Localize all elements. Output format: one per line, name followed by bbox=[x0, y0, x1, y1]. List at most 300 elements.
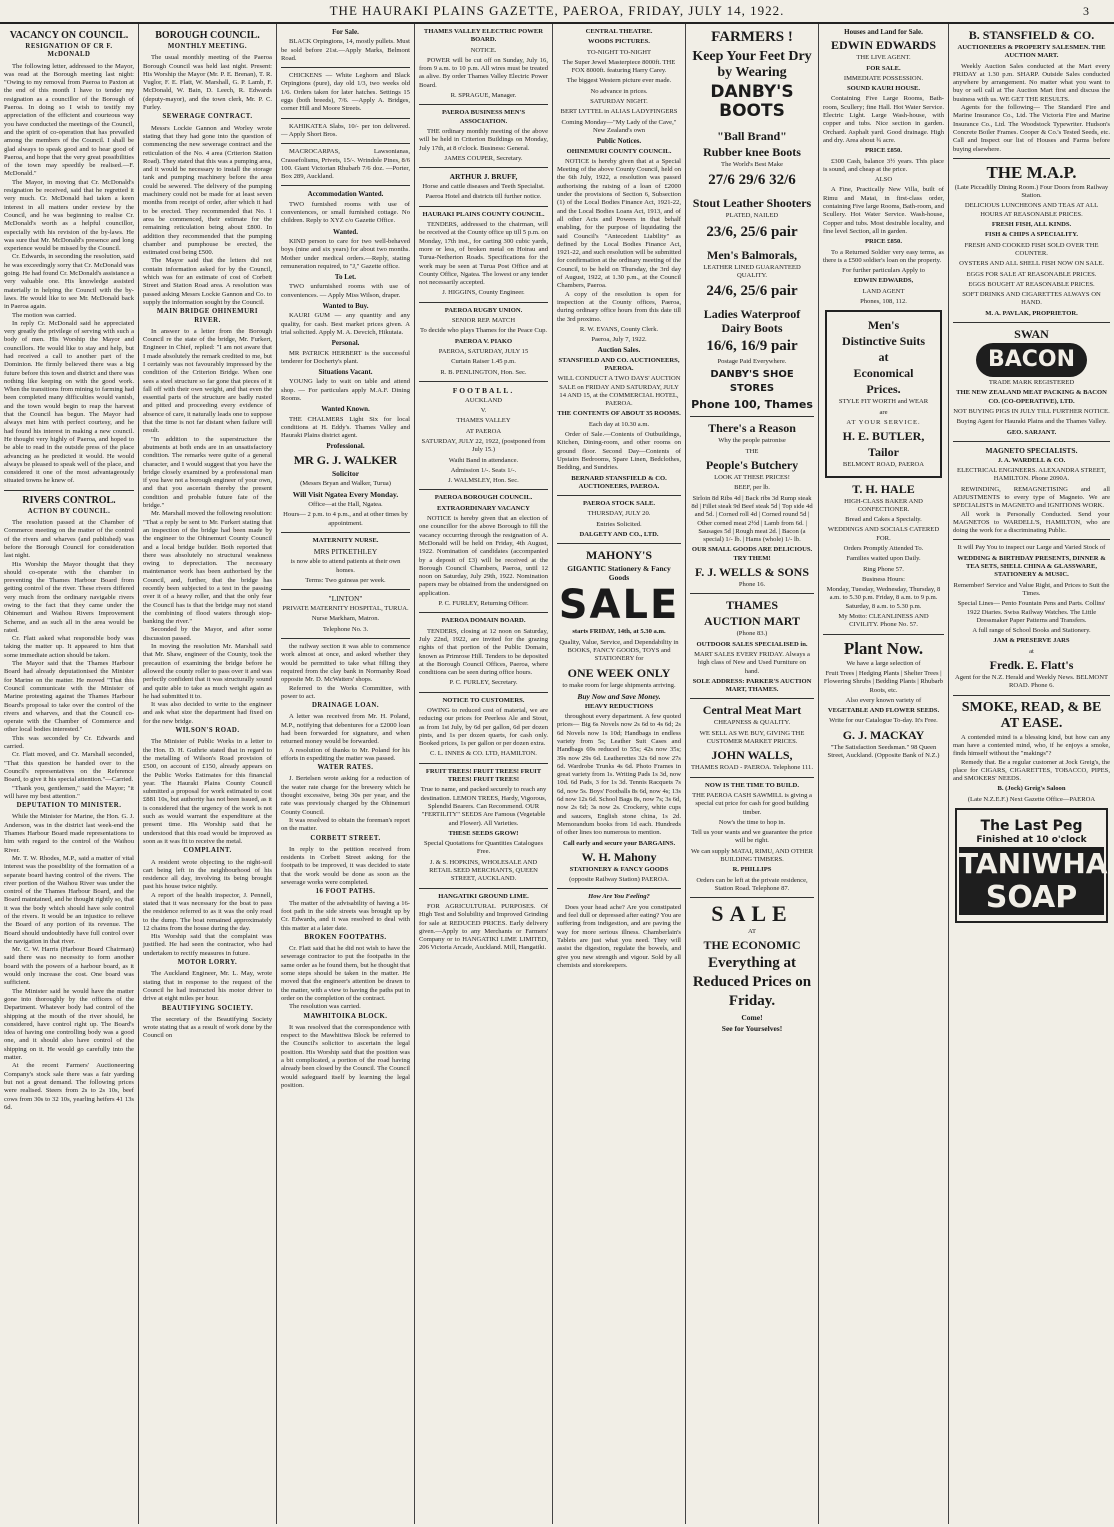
paragraph: Mr. Marshall moved the following resolution: "That a reply be sent to Mr. Furkert stating that an inspection of the bridge had been made by the engineer to the Ohinemuri County Council and a local bridge builder. Both reported that there was absolutely no structural weakness owing to depreciation. The necessary maintenance work has been authorised by the Council, and, further, that the bridge has recently been subjected to a test in the passing over it of a heavy roller, and that the only fear the Council has is that the bridge may not stand the combining of flood waters through stop-banking the river." bbox=[143, 510, 272, 626]
divider bbox=[953, 322, 1110, 323]
fruit-trees-heading: FRUIT TREES! FRUIT TREES! FRUIT TREES! FRUIT TREES! bbox=[425, 767, 542, 784]
paragraph: NOTICE is hereby given that at a Special Meeting of the above County Council, held on the 6th July, 1922, a resolution was passed authorising the raising of a loan of £2000 under the provisions of Section 6, Subsection (1) of the Local Bodies Finance Act, 1921-22, and the Local Bodies Loans Act, 1913, and of all other Acts and Powers in that behalf enabling, for the purpose of liquidating the said Council's "Antecedent Liability" as defined by the Local Bodies Finance Act, 1921-22, and such resolution will be submitted for confirmation at the ordinary meeting of the Council, to be held on Thursday, the 3rd day of August, 1922, at 1.30 p.m., at the Council Chambers, Paeroa. bbox=[557, 157, 681, 290]
paragraph: In reply to the petition received from residents in Corbett Street asking for the footpath to be improved, it was decided to state that the work would be done as soon as the sewerage works were completed. bbox=[281, 845, 410, 887]
taniwha: TANIWHA bbox=[959, 847, 1108, 881]
paragraph: The motion was carried. bbox=[12, 311, 77, 319]
mahony-one-week: ONE WEEK ONLY bbox=[567, 665, 671, 680]
paragraph: His Worship said that the complaint was justified. He had seen the contractor, who had undertaken to rectify measures in future. bbox=[143, 933, 272, 957]
solicitor-visit: Will Visit Ngatea Every Monday. bbox=[292, 490, 399, 500]
price-list: Sirloin 8d Ribs 4d | Back ribs 3d Rump steak 8d | Fillet steak 9d Beef steak 5d | Top side 4d and 5d. | Corned roll 4d | Corned round 5d | Other corned meat 2½d | Lamb from 6d. | Sausages 5d | Rough meat 2d. | Bacon (a special) 1/- lb. | Hams (whole) 1/- lb. bbox=[691, 494, 813, 544]
divider bbox=[4, 490, 134, 491]
finished: Finished at 10 o'clock bbox=[976, 835, 1087, 845]
paragraph: The matter of the advisability of having a 16-foot path in the side streets was brought up by Cr. Edwards, and it was resolved to deal with this matter at a later date. bbox=[281, 899, 410, 932]
bread-cakes: Bread and Cakes a Specialty. bbox=[845, 516, 922, 524]
classified-heading: Wanted. bbox=[332, 227, 359, 236]
map-sub: (Late Piccadilly Dining Room.) Four Doors from Railway Station. bbox=[954, 183, 1109, 200]
headline-rivers-control: RIVERS CONTROL. bbox=[22, 494, 116, 506]
classified-heading: Professional. bbox=[326, 442, 365, 451]
hop-in: Now's the time to hop in. bbox=[718, 818, 786, 826]
cooked-fish: FRESH AND COOKED FISH SOLD OVER THE COUNTER. bbox=[964, 241, 1099, 257]
paragraph: This was seconded by Cr. Edwards and carried. bbox=[4, 734, 134, 751]
classified-ad: KIND person to care for two well-behaved boys (nine and six years) for about two months. Mother under medical orders.—Reply, stating remuneration required, to "J," Gazette office. bbox=[281, 237, 410, 270]
stansfield-sale: WILL CONDUCT A TWO DAYS' AUCTION SALE on FRIDAY AND SATURDAY, JULY 14 AND 15, at the COMMERCIAL HOTEL, PAEROA. bbox=[557, 375, 681, 408]
signature: BERNARD STANSFIELD & CO. AUCTIONEERS, PAEROA. bbox=[571, 474, 667, 490]
subheading: MOTOR LORRY. bbox=[177, 959, 238, 967]
football-date: SATURDAY, JULY 22, 1922, (postponed from July 15.) bbox=[421, 437, 546, 454]
subheading: DRAINAGE LOAN. bbox=[311, 702, 380, 710]
notice-label: NOTICE. bbox=[470, 46, 497, 54]
paragraph: TENDERS, closing at 12 noon on Saturday, July 22nd, 1922, are invited for the grazing rights of that portion of the Public Domain, known as Primrose Hill. Tenders to be deposited at the Borough Council Offices, Paeroa, where conditions can be seen during office hours. bbox=[419, 627, 548, 677]
see-yourselves: See for Yourselves! bbox=[721, 1024, 783, 1034]
mahony-reductions: HEAVY REDUCTIONS bbox=[584, 702, 654, 710]
eggs-bought: EGGS BOUGHT AT REASONABLE PRICES. bbox=[968, 280, 1095, 288]
column-4 bbox=[415, 26, 552, 1521]
seeds-grow: THESE SEEDS GROW! bbox=[448, 829, 519, 837]
theatre-text: The biggest Western picture ever made. bbox=[566, 77, 672, 85]
paragraph: While the Minister for Marine, the Hon. G. J. Anderson, was in the district last week-end the Thames Harbour Board made representations to him with regard to the control of the Waihou River. bbox=[4, 813, 134, 854]
stock-sale-entries: Entries Solicited. bbox=[596, 520, 642, 528]
weddings: WEDDINGS AND SOCIALS CATERED FOR. bbox=[827, 526, 940, 542]
classified-ad: KAHIKATEA Slabs, 10/- per ton delivered. — Apply Short Bros. bbox=[281, 122, 410, 138]
paragraph: Remedy that. Be a regular customer at Jock Greig's, the place for CIGARS, CIGARETTES, TOBACCO, PIPES, and SMOKERS' NEEDS. bbox=[953, 758, 1110, 783]
butler-name: H. E. BUTLER, bbox=[842, 429, 925, 444]
divider bbox=[281, 143, 410, 144]
bruff-location: Paeroa Hotel and districts till further notice. bbox=[425, 193, 542, 201]
solicitor-name: MR G. J. WALKER bbox=[293, 452, 398, 467]
column-1 bbox=[0, 26, 138, 1521]
football-band: Waihi Band in attendance. bbox=[448, 456, 519, 464]
theatre-saturday: SATURDAY NIGHT. bbox=[590, 98, 648, 106]
paragraph: It was resolved to obtain the foreman's report on the matter. bbox=[281, 816, 410, 833]
paragraph: OWING to reduced cost of material, we are reducing our prices for Peerless Ale and Stout, as from 1st July, by 6d per gallon, 6d per dozen pints, and 1s per dozen quarts, for cash only. Booked prices, 1s per gallon or per dozen extra. bbox=[419, 707, 548, 748]
vacancy-heading: EXTRAORDINARY VACANCY bbox=[437, 504, 530, 512]
pavlak: M. A. PAVLAK, PROPRIETOR. bbox=[985, 309, 1078, 317]
wardell-address: ELECTRICAL ENGINEERS. ALEXANDRA STREET, HAMILTON. Phone 2090A. bbox=[957, 467, 1106, 483]
ring-phone: Ring Phone 57. bbox=[863, 565, 904, 573]
paragraph: The usual monthly meeting of the Paeroa Borough Council was held last night. Present: His Worship the Mayor (Mr. P. E. Brenan), T. R. Vuglor, F. E. Flatt, W. Marshall, G. P. Lamb, F. McDonald, W. Bain, D. Leech, R. Edwards (deputy-mayor), and the town clerk, Mr. P. C. Furley. bbox=[143, 54, 272, 112]
live-agent: THE LIVE AGENT. bbox=[856, 54, 911, 62]
mahony-room: to make room for large shipments arriving. bbox=[562, 681, 676, 689]
rubber-boots: Rubber knee Boots bbox=[703, 145, 801, 159]
column-6 bbox=[686, 26, 818, 1521]
page-number: 3 bbox=[1083, 4, 1090, 18]
paragraph: His Worship the Mayor thought that they should co-operate with the chamber in preventing the Thames Harbour Board from getting control of the river. These rivers differed very much from the ordinary navigable rivers owing to the fact that they came under the Ohinemuri and Waihou Rivers Improvement Scheme, and as such all in the area would be rated. bbox=[4, 560, 134, 634]
mahony-buy-now: Buy Now and Save Money. bbox=[577, 691, 661, 701]
divider bbox=[419, 104, 548, 105]
paragraph: £300 Cash, balance 3½ years. This place is sound, and cheap at the price. bbox=[823, 157, 944, 173]
divider bbox=[281, 185, 410, 186]
rugby-cup: To decide who plays Thames for the Peace Cup. bbox=[419, 327, 548, 335]
mart-sales: MART SALES EVERY FRIDAY. Always a high class of New and Used Furniture on hand. bbox=[694, 650, 810, 675]
sole-address: SOLE ADDRESS: PARKER'S AUCTION MART, THAMES. bbox=[692, 677, 812, 694]
paragraph: It was also decided to write to the engineer and ask what size the department had fixed on for the new bridge. bbox=[143, 701, 272, 725]
signature: P. C. FURLEY, Secretary. bbox=[449, 679, 518, 687]
feeling-heading: How Are You Feeling? bbox=[588, 893, 650, 901]
divider bbox=[419, 206, 548, 207]
football-team: THAMES VALLEY bbox=[456, 417, 511, 425]
nurse-terms: Terms: Two guineas per week. bbox=[305, 576, 386, 584]
paragraph: Cr. Edwards, in seconding the resolution, said he was exceedingly sorry that Cr. McDonald was going. He had found Cr. McDonald's assistance a very valuable one. His knowledge assisted materially in helping the Council with the by-laws. He would like to see Mr. McDonald back in Paeroa again. bbox=[4, 253, 134, 311]
paragraph: A resolution of thanks to Mr. Poland for his efforts in expediting the matter was passed. bbox=[281, 746, 410, 762]
phillips-orders: Orders can be left at the private residence, Station Road. Telephone 87. bbox=[696, 876, 808, 892]
mens: Men's bbox=[867, 318, 900, 333]
hale-name: T. H. HALE bbox=[852, 481, 915, 496]
mahony-call-early: Call early and secure your BARGAINS. bbox=[562, 839, 676, 847]
column-5 bbox=[553, 26, 685, 1521]
economic-sale: SALE bbox=[711, 901, 793, 927]
mahony-quality: Quality, Value, Service, and Dependability in BOOKS, FANCY GOODS, TOYS and STATIONERY for bbox=[559, 638, 679, 663]
divider bbox=[690, 593, 814, 594]
solicitor-hours: Hours— 2 p.m. to 4 p.m., and at other times by appointment. bbox=[283, 511, 408, 527]
rubber-prices: 27/6 29/6 32/6 bbox=[708, 172, 796, 189]
theatre-tonight: TO-NIGHT TO-NIGHT bbox=[586, 48, 652, 56]
bacon-logo-text: BACON bbox=[976, 343, 1087, 377]
last-peg: The Last Peg bbox=[980, 818, 1083, 834]
divider bbox=[690, 416, 814, 417]
column-2 bbox=[139, 26, 276, 1521]
subheading: RESIGNATION OF CR F. McDONALD bbox=[25, 43, 113, 59]
small-goods: OUR SMALL GOODS ARE DELICIOUS. TRY THEM! bbox=[691, 546, 813, 562]
oysters: OYSTERS AND ALL SHELL FISH NOW ON SALE. bbox=[959, 260, 1104, 268]
subheading: BROKEN FOOTPATHS. bbox=[304, 933, 387, 941]
soft-drinks: SOFT DRINKS AND CIGARETTES ALWAYS ON HAND. bbox=[962, 291, 1101, 307]
paragraph: Containing Five Large Rooms, Bath-room, Scullery; fine Hall. Hot Water Service. Electric Light. Large Wash-house, with copper and tubs. Nice section in garden. Orchard. Asphalt yard. Good drainage. High and dry. Area about ¾ acre. bbox=[823, 95, 944, 144]
hale-baker: HIGH-CLASS BAKER AND CONFECTIONER. bbox=[844, 497, 923, 513]
subheading: WILSON'S ROAD. bbox=[175, 727, 240, 735]
paragraph: The Minister of Public Works in a letter to the Hon. D. H. Guthrie stated that in regard to the metalling of Wilson's Road provision of £500, on account of £150, already appears on the Public Works Estimates for this financial year. The Hauraki Plains County Council submitted a proposal for work estimated to cost £881 10s, but authority has not been issued, as it is considered that the urgency of the work is not such as would warrant the expenditure at the present time. His Worship said that he understood that this road would be improved as soon as it was fit to receive the metal. bbox=[143, 738, 272, 845]
auction-mart: AUCTION MART bbox=[704, 614, 800, 629]
classified-heading: Auction Sales. bbox=[597, 346, 641, 355]
distinctive-suits: Distinctive Suits bbox=[841, 334, 925, 349]
football-vs: V. bbox=[480, 407, 487, 415]
paragraph: At the recent Farmers' Auctioneering Company's stock sale there was a fair yarding but not a great demand. The following prices were realised. Steers from 2s to 2s 10s, beef cows from 30s to 32 10s, yearling heifers 41 13s 6d. bbox=[4, 1062, 134, 1111]
economical: Economical bbox=[853, 366, 914, 381]
subheading: 16 FOOT PATHS. bbox=[315, 888, 376, 896]
theatre-heading: CENTRAL THEATRE. bbox=[585, 28, 653, 35]
edwin-edwards: EDWIN EDWARDS bbox=[830, 38, 937, 53]
paragraph: throughout every department. A few quoted prices— Big 6s Novels now 2s 6d to 4s 6d; 2s 6d Novels now 1s 10d; Handbags in endless variety from 5s; Leather Suit Cases and Handbags 69s reduced to 55s; 42s now 35s; 39s now 29s 6d. Leatherettes 32s 6d now 27s 6d. Wardrobe Trunks 4s 6d. Photo Frames in great variety from 1s. Writing Pads 1s 3d, now 10d. 6d Pads, 3 for 1s 3d. Tennis Racquets 7s 6d, now 5s. Boys' Footballs 8s 6d, now 4s; 13s 6d now 12s 6d. School Bags 8s, now 7s; 3s 6d, now 2s 6d; 3s now 2s. Crockery, white cups and saucers, English stone china, 1s 2d. Memorandum books from 1d each. Hundreds of other lines too numerous to mention. bbox=[557, 713, 682, 837]
headline-vacancy: VACANCY ON COUNCIL. bbox=[9, 30, 129, 41]
danbys-boots: DANBY'S BOOTS bbox=[710, 82, 794, 121]
walls-address: THAMES ROAD - PAEROA. Telephone 111. bbox=[691, 764, 813, 772]
inspect-stock: It will Pay You to inspect our Large and Varied Stock of bbox=[957, 544, 1106, 552]
paragraph: Weekly Auction Sales conducted at the Mart every FRIDAY at 1.30 p.m. SHARP. Outside Sales conducted anywhere by arrangement. No matter what you want to buy or sell call at The Auction Mart first and discuss the business with us. WE GET THE RESULTS. bbox=[953, 62, 1110, 103]
classified-ad: CHICKENS — White Leghorn and Black Orpingtons (pure), day old 1/3, two weeks old 1/6. Orders taken for later hatches. Settings 15 eggs (both breeds), 7/6. —Apply A. Bridges, corner Hill and Moore Streets. bbox=[281, 72, 410, 113]
divider bbox=[419, 692, 548, 693]
buying-agent: Buying Agent for Hauraki Plains and the Thames Valley. bbox=[956, 418, 1107, 426]
paragraph: The Mayor said that the Thames Harbour Board had already deputationised the Minister for Marine on the matter. He moved "That this Council communicate with the Minister of Marine protesting against the Thames Harbour Board's proposal to take over the control of the rivers and wharves, and that the Council co-operate with the Chamber of Commerce and other local bodies interested." bbox=[4, 660, 134, 734]
economic-at: AT bbox=[747, 928, 757, 936]
subheading: CORBETT STREET. bbox=[310, 834, 381, 842]
paragraph: The Auckland Engineer, Mr. L. May, wrote stating that in response to the request of the Council he had instructed his motor driver to drive at eight miles per hour. bbox=[143, 970, 272, 1003]
paragraph: The Minister said he would have the matter gone into thoroughly by the officers of the Department. Whatever body had control of the shipping at the mouth of the river should, he considered, have control right up. The Board's idea of having one controlling body was a good one, and it should also have control of the shipping on it. He would go carefully into the matter. bbox=[4, 987, 134, 1062]
classified-heading: For Sale. bbox=[332, 28, 359, 36]
greig: B. (Jock) Greig's Saloon bbox=[997, 785, 1066, 793]
paragraph: Mr. C. W. Harris (Harbour Board Chairman) said there was no necessity to form another board with the powers of a harbour board, as it would only increase the cost. One board was sufficient. bbox=[4, 946, 134, 987]
shoe-phone: Phone 100, Thames bbox=[691, 398, 813, 412]
selection: We have a large selection of bbox=[846, 659, 921, 667]
divider bbox=[557, 543, 681, 544]
timbers: We can supply MATAI, RIMU, AND OTHER BUILDING TIMBERS. bbox=[690, 847, 813, 863]
wants: Tell us your wants and we guarantee the price will be right. bbox=[691, 829, 813, 845]
county-council-heading: HAURAKI PLAINS COUNTY COUNCIL. bbox=[422, 210, 545, 218]
divider bbox=[281, 67, 410, 68]
solicitor-title: Solicitor bbox=[331, 468, 360, 478]
remember: Remember! Service and Value Right, and Prices to Suit the Times. bbox=[953, 581, 1110, 597]
divider bbox=[823, 634, 944, 635]
theatre-feature: The Super Jewel Masterpiece 8000ft. THE FOX 8000ft. featuring Harry Carey. bbox=[562, 58, 676, 75]
shooter-prices: 23/6, 25/6 pair bbox=[706, 223, 798, 240]
also-every: Also every known variety of bbox=[845, 696, 922, 704]
divider bbox=[419, 381, 548, 382]
paragraph: Cr. Flatt asked what responsible body was taking the matter up. It appeared to him that some immediate action should be taken. bbox=[4, 635, 134, 659]
paragraph: Does your head ache? Are you constipated and feel dull or depressed after eating? You are suffering from indigestion, and are paving the way for more serious illness. Chamberlain's Tablets are just what you need. They will assist the digestion, regulate the bowels, and give you new strength and vigour. Sold by all chemists and storekeepers. bbox=[557, 903, 681, 969]
beef-heading: BEEF, per lb. bbox=[734, 484, 770, 492]
signature: JAMES COUPER, Secretary. bbox=[444, 154, 523, 162]
stansfield-time: Each day at 10.30 a.m. bbox=[588, 420, 650, 428]
dairy-prices: 16/6, 16/9 pair bbox=[706, 338, 798, 355]
signature: R. B. PENLINGTON, Hon. Sec. bbox=[440, 368, 527, 376]
paragraph: A report of the health inspector, J. Pennell, stated that it was necessary for the boat to pass the residence referred to as it was the only road to the dump. The boat remained approximately 12 chains from the house during the day. bbox=[143, 891, 272, 932]
classified-heading: Situations Vacant. bbox=[318, 368, 373, 377]
build-heading: NOW IS THE TIME TO BUILD. bbox=[705, 781, 799, 789]
paragraph: The Mayor, in moving that Cr. McDonald's resignation be received, said that he regretted it very much. Cr. McDonald had taken a keen interest in all matters under review by the Council, and he was beginning to realise Cr. McDonald's worth as a helpful councillor, especially with his revision of the by-laws. He was sure that Mr. McDonald's presence and long experience would be missed by the Council. bbox=[4, 178, 134, 253]
mackay: G. J. MACKAY bbox=[842, 727, 925, 742]
paragraph: It was resolved that the correspondence with respect to the Mawhitiwa Block be referred to the Council's solicitor to ascertain the legal position. His Worship said that the position was a bit complicated, a portion of the road having already been closed by the Council. The Council would safeguard itself by learning the legal position. bbox=[281, 1023, 410, 1089]
bacon-company: THE NEW ZEALAND MEAT PACKING & BACON CO. (CO-OPERATIVE), LTD. bbox=[956, 389, 1107, 405]
presents: WEDDING & BIRTHDAY PRESENTS, DINNER & TEA SETS, SHELL CHINA & GLASSWARE, STATIONERY & MUSIC. bbox=[957, 554, 1106, 579]
classified-heading: Public Notices. bbox=[596, 137, 642, 146]
fruit-trees-text: True to name, and packed securely to reach any destination. LEMON TREES, Hardy, Vigorous, Splendid Bearers. Can Recommend. OUR "FERTILITY" SEEDS Are Famous (Vegetable and Flower). All Varieties. bbox=[420, 786, 547, 827]
reason-the: THE bbox=[745, 447, 759, 455]
paragraph: In reply Cr. McDonald said he appreciated very greatly the privilege of serving with such a body of men. His Worship the Mayor and councillors. He would like to stay and help, but had received a call to another part of the Dominion. He firmly believed there was a big future before this town and district and there was nothing like keeping on with the good work. When the transitions from mining to farming had been completed many difficulties would vanish, and the town would begin to reap the harvest that the Council has begun. The Mayor had always met him with perfect courtesy, and he had found his interest in making a new council. He thought very highly of Paeroa, and hoped to be able to read in the outside press of the place advancing as he predicted it would. He would always be pleased to speak well of the place, and considered it one of the most advantageously situated towns he knew of. bbox=[4, 319, 134, 485]
divider bbox=[953, 695, 1110, 696]
paragraph: Seconded by the Mayor, and after some discussion passed. bbox=[143, 626, 272, 642]
thames-heading: THAMES bbox=[725, 598, 778, 613]
reduced-prices: Everything at Reduced Prices on Friday. bbox=[692, 955, 812, 1010]
subheading: DEPUTATION TO MINISTER. bbox=[16, 802, 122, 810]
signature: J. WALMSLEY, Hon. Sec. bbox=[448, 477, 519, 485]
lime-heading: HANGATIKI GROUND LIME. bbox=[438, 892, 529, 900]
paragraph: In moving the resolution Mr. Marshall said that Mr. Shaw, engineer of the County, took the precaution of examining the bridge before he allowed the county roller to pass over it and was perfectly confident that it was structurally sound and quite able to take as much weight again as he had submitted it to. bbox=[143, 643, 272, 700]
customers-heading: NOTICE TO CUSTOMERS. bbox=[442, 696, 525, 704]
catalogues: Special Quotations for Quantities Catalogues Free. bbox=[423, 840, 544, 856]
paragraph: J. Bertelsen wrote asking for a reduction of the water rate charge for the brewery which he thought excessive, being 30s per year, and the rate was previously charged by the Ohinemuri County Council. bbox=[281, 775, 410, 816]
cheapness: CHEAPNESS & QUALITY. bbox=[713, 719, 791, 727]
divider bbox=[953, 539, 1110, 540]
butler-address: BELMONT ROAD, PAEROA bbox=[842, 461, 925, 469]
linton-title: "LINTON" bbox=[328, 594, 363, 604]
are: are bbox=[879, 408, 888, 416]
subheading: BEAUTIFYING SOCIETY. bbox=[161, 1004, 254, 1012]
flatt-agent: Agent for the N.Z. Herald and Weekly News. BELMONT ROAD. Phone 6. bbox=[955, 674, 1108, 690]
football-admission: Admission 1/-. Seats 1/-. bbox=[450, 466, 517, 474]
fish-chips: FISH & CHIPS A SPECIALITY. bbox=[984, 231, 1078, 239]
divider bbox=[557, 888, 681, 889]
mahony-address: (opposite Railway Station) PAEROA. bbox=[569, 876, 669, 884]
classified-ad: KAURI GUM — any quantity and any quality, for cash. Best market prices given. A trial solicited. Apply M. A. Devcich, Hikutaia. bbox=[281, 312, 410, 336]
nurse-heading: MATERNITY NURSE. bbox=[312, 536, 379, 544]
soap: SOAP bbox=[959, 881, 1104, 915]
signature: R. SPRAGUE, Manager. bbox=[450, 92, 517, 100]
shoe-stores: DANBY'S SHOE STORES bbox=[710, 369, 794, 395]
mahony-name: W. H. Mahony bbox=[581, 849, 657, 864]
divider bbox=[281, 118, 410, 119]
outdoor-sales: OUTDOOR SALES SPECIALISED in. bbox=[696, 640, 808, 648]
reason-sub: Why the people patronise bbox=[718, 437, 786, 445]
paragraph: "In addition to the superstructure the abutments at both ends are in an unsatisfactory condition. The remarks were quite of a general character, and I would suggest that you have the bridge closely examined by a professional man if you have not a borough engineer of your own, and that you ascertain thereby the present condition and probable future fate of the bridge." bbox=[143, 435, 272, 510]
not-buying: NOT BUYING PIGS IN JULY TILL FURTHER NOTICE. bbox=[953, 407, 1110, 415]
classified-ad: MACROCARPAS, Lawsonianas, Crassefolisms, Privets, 15/-. Wrindole Pines, 8/6 100. Giant Victorian Rhubarb 7/6 doz. —Porter, Box 289, Auckland. bbox=[281, 148, 410, 181]
we-sell: WE SELL AS WE BUY, GIVING THE CUSTOMER MARKET PRICES. bbox=[699, 729, 805, 746]
theatre-prices: No advance in prices. bbox=[590, 87, 648, 95]
paragraph: A copy of the resolution is open for inspection at the County offices, Paeroa, during ordinary office hours from this date till the 3rd proximo. bbox=[557, 290, 681, 323]
paragraph: the railway section it was able to commence work almost at once, and asked whether they would be permitted to take what filling they required from the clay bank in Normanby Road opposite Mr. D. McWatters' shops. bbox=[281, 643, 410, 684]
paragraph: Messrs Lockie Gannon and Worley wrote stating that they had gone into the question of commencing the new sewerage contract and the reticulation of the No. 4 area (Criterion Station Road). They stated that this was a pumping area, and it would be necessary to install the storage tank and pumping machinery before the area could be sewered. The delivery of the pumping machinery could not be made for at least seven months from receipt of order, after which it had to be erected. They recommended that No. 1 area be commenced, their estimate for the remaining reticulation being about £800. In addition they recommended that the pumping chamber and pumphouse be erected, the estimated cost being £500. bbox=[143, 124, 272, 257]
paragraph: The resolution was carried. bbox=[289, 1003, 361, 1011]
vegetable-seeds: VEGETABLE AND FLOWER SEEDS. bbox=[827, 707, 940, 715]
divider bbox=[419, 167, 548, 168]
auction-phone: (Phone 83.) bbox=[736, 630, 768, 638]
signature: J. HIGGINS, County Engineer. bbox=[442, 289, 525, 297]
paragraph: Referred to the Works Committee, with power to act. bbox=[281, 684, 410, 700]
divider bbox=[419, 888, 548, 889]
school-books: A full range of School Books and Stationery. bbox=[972, 627, 1091, 635]
luncheons: DELICIOUS LUNCHEONS AND TEAS AT ALL HOURS AT REASONABLE PRICES. bbox=[964, 202, 1099, 218]
land-agent: LAND AGENT bbox=[862, 287, 905, 295]
paragraph: A Fine, Practically New Villa, built of Rimu and Matai, in first-class order, containing Five large Rooms, Bath-room, and Scullery. Hot Water Service. Wash-house, Copper and tubs. Most desirable locality, and fine level Section, all in garden. bbox=[823, 186, 944, 235]
column-3 bbox=[277, 26, 414, 1521]
theatre-sub: WOODS PICTURES. bbox=[588, 38, 650, 46]
plated: PLATED, NAILED bbox=[725, 212, 779, 220]
swan: SWAN bbox=[1014, 327, 1049, 342]
mahony-sale: SALE bbox=[558, 582, 680, 629]
jam-jars: JAM & PRESERVE JARS bbox=[993, 637, 1070, 645]
linton-hospital: PRIVATE MATERNITY HOSPITAL, TURUA. bbox=[282, 605, 409, 613]
stock-sale-heading: PAEROA STOCK SALE. bbox=[582, 500, 656, 508]
sawmill: THE PAEROA CASH SAWMILL is giving a special cut price for cash for good building timber. bbox=[692, 791, 812, 816]
classified-ad: TWO unfurnished rooms with use of conveniences. — Apply Miss Wilson, draper. bbox=[281, 283, 410, 299]
divider bbox=[953, 158, 1110, 159]
classified-heading: Houses and Land for Sale. bbox=[844, 28, 923, 36]
subheading: MAIN BRIDGE OHINEMURI RIVER. bbox=[156, 308, 259, 324]
divider bbox=[690, 897, 814, 898]
linton-matron: Nurse Markham, Matron. bbox=[311, 615, 380, 623]
divider bbox=[281, 638, 410, 639]
bruff-specialty: Horse and cattle diseases and Teeth Specialist. bbox=[422, 183, 545, 191]
balmorals: Men's Balmorals, bbox=[707, 247, 797, 262]
rugby-heading: PAEROA RUGBY UNION. bbox=[444, 306, 523, 314]
look-prices: LOOK AT THESE PRICES! bbox=[714, 474, 790, 482]
classified-ad: THE CHALMERS Light Six for local conditions at H. Eddy's. Thames Valley and Hauraki Plains district agent. bbox=[281, 415, 410, 440]
rugby-teams: PAEROA V. PIAKO bbox=[454, 337, 513, 345]
plant-list: Fruit Trees | Hedging Plants | Shelter Trees | Flowering Shrubs | Bedding Plants | Rhubarb Roots, etc. bbox=[823, 669, 944, 694]
paragraph: A contended mind is a blessing kind, but how can any man have a contented mind, who, if he enjoys a smoke, finds himself without the "makings"? bbox=[953, 733, 1110, 758]
paragraph: The following letter, addressed to the Mayor, was read at the Borough meeting last night: "Owing to my removal from Paeroa to Paxton at the end of this month I have to tender my resignation as a councillor of the Borough of Paeroa. In doing so I wish to testify my appreciation of the efficient and courteous way you have conducted the meetings of the Council, and the spirit of co-operation that has prevailed among the members of the Council. I shall be glad always to speak good and to hear good of Paeroa, and hope that the very great possibilities of the town may speedily be realised.—F. McDonald." bbox=[4, 62, 134, 178]
hopkins: J. & S. HOPKINS, WHOLESALE AND RETAIL SEED MERCHANTS, QUEEN STREET, AUCKLAND. bbox=[429, 858, 538, 883]
divider bbox=[690, 777, 814, 778]
paragraph: TENDERS, addressed to the chairman, will be received at the County office up till 5 p.m. on Monday, 17th inst., for carting 300 cubic yards, more or less, of broken metal on Hoirau and Turua-Netherton Roads. Specifications for the work may be seen at Turua Post Office and at County Office, Ngatea. The lowest or any tender not necessarily accepted. bbox=[419, 221, 548, 287]
eggs-sale: EGGS FOR SALE AT REASONABLE PRICES. bbox=[966, 270, 1097, 278]
signature: P. C. FURLEY, Returning Officer. bbox=[438, 600, 529, 608]
nurse-name: MRS PITKETHLEY bbox=[313, 547, 378, 557]
families: Families waited upon Daily. bbox=[846, 555, 921, 563]
football-team: AUCKLAND bbox=[465, 396, 502, 404]
paragraph: The Mayor said that the letters did not contain information asked for by the Council, which was for an estimate of cost of Corbett Street and Station Road area. A resolution was passed asking Messrs Lockie Gannon and Co. to supply the information sought by the Council. bbox=[143, 257, 272, 306]
divider bbox=[953, 441, 1110, 442]
masthead bbox=[0, 0, 1114, 24]
subheading: MAWHITOIKA BLOCK. bbox=[303, 1012, 388, 1020]
catalogue: Write for our Catalogue To-day. It's Free. bbox=[829, 717, 938, 725]
wells-sons: F. J. WELLS & SONS bbox=[694, 565, 810, 580]
mahony-title: MAHONY'S bbox=[586, 548, 652, 563]
column-7 bbox=[819, 26, 948, 1521]
paragraph: POWER will be cut off on Sunday, July 16, from 9 a.m. to 10 p.m. All wires must be treated as alive. By order Thames Valley Electric Power Board. bbox=[419, 56, 548, 89]
phillips: R. PHILLIPS bbox=[732, 866, 772, 874]
mackay-address: "The Satisfaction Seedsman." 98 Queen Street, Auckland. (Opposite Bank of N.Z.) bbox=[827, 743, 940, 760]
particulars: For further particulars Apply to bbox=[842, 267, 925, 275]
ball-brand: "Ball Brand" bbox=[717, 129, 787, 143]
classified-heading: To Let. bbox=[334, 273, 357, 282]
paragraph: FOR AGRICULTURAL PURPOSES. Of High Test and Solubility and Improved Grinding for sale at REDUCED PRICES. Early delivery given.—Apply to any Merchants or Farmers' Company or to HANGATIKI LIME LIMITED, 206 Victoria Arcade, Auckland. Mill, Hangatiki. bbox=[419, 902, 548, 952]
bruff-name: ARTHUR J. BRUFF, bbox=[449, 172, 518, 182]
paragraph: In answer to a letter from the Borough Council re the state of the bridge, Mr. Furkert, Engineer in Chief, replied: "I am not aware that I made absolutely the remark credited to me, but I certainly was not favourably impressed by the condition of the Criterion Bridge. When one sees a steel structure so far gone that pieces of it fall off with their own weight, and that even the essential parts of the structure are badly rusted and pitted and proceeding every evidence of absence of care, it naturally leads one to suppose that the time is not far distant when failure will result. bbox=[143, 327, 272, 435]
divider bbox=[557, 495, 681, 496]
at-service: AT YOUR SERVICE. bbox=[846, 418, 921, 426]
power-board-heading: THAMES VALLEY ELECTRIC POWER BOARD. bbox=[423, 28, 544, 44]
sarjant: GEO. SARJANT. bbox=[1006, 428, 1057, 436]
linton-phone: Telephone No. 3. bbox=[322, 625, 369, 633]
postage-paid: Postage Paid Everywhere. bbox=[717, 358, 787, 366]
peoples-butchery: People's Butchery bbox=[705, 458, 799, 473]
rugby-curtain: Curtain Raiser 1.45 p.m. bbox=[451, 358, 516, 366]
map-title: THE M.A.P. bbox=[986, 162, 1077, 182]
subheading: ACTION BY COUNCIL. bbox=[27, 507, 111, 515]
solicitor-office: Office—at the Hall, Ngatea. bbox=[308, 501, 383, 509]
classified-heading: Accommodation Wanted. bbox=[307, 190, 384, 199]
mahony-stationery: STATIONERY & FANCY GOODS bbox=[569, 865, 669, 873]
paragraph: The resolution passed at the Chamber of Commerce meeting on the matter of the control of the rivers and wharves (and published) was before the Borough Council for consideration last night. bbox=[4, 519, 134, 560]
bacon-logo bbox=[953, 343, 1110, 377]
plant-now: Plant Now. bbox=[843, 638, 924, 658]
paragraph: REWINDING, REMAGNETISING and all ADJUSTMENTS to every type of Magneto. We are SPECIALISTS in MAGNETO and IGNITIONS WORK. bbox=[953, 485, 1110, 510]
for-sale: FOR SALE. bbox=[866, 64, 901, 72]
trade-mark: TRADE MARK REGISTERED bbox=[988, 379, 1075, 387]
motto: My Motto: CLEANLINESS AND CIVILITY. Phone No. 57. bbox=[838, 613, 929, 629]
domain-board-heading: PAEROA DOMAIN BOARD. bbox=[441, 617, 526, 625]
rugby-date: PAEROA, SATURDAY, JULY 15 bbox=[438, 347, 529, 355]
prices: Prices. bbox=[866, 382, 901, 397]
magneto-heading: MAGNETO SPECIALISTS. bbox=[985, 445, 1078, 455]
business-hours: Business Hours: bbox=[861, 575, 906, 583]
headline-borough-council: BOROUGH COUNCIL. bbox=[155, 30, 260, 41]
classified-ad: BLACK Orpingtons, 14, mostly pullets. Must be sold before 21st.—Apply Marks, Belmont Road. bbox=[281, 38, 410, 62]
masthead-title: THE HAURAKI PLAINS GAZETTE, PAEROA, FRIDAY, JULY 14, 1922. bbox=[329, 3, 785, 18]
fresh-fish: FRESH FISH, ALL KINDS. bbox=[991, 221, 1072, 229]
classified-heading: Wanted Known. bbox=[321, 405, 370, 414]
paragraph: Mr. T. W. Rhodes, M.P., said a matter of vital interest was the possibility of the formation of a separate board having control of the rivers. The river portion of the Waihou River was under the control of the Thames Harbour Board, and the Board maintained, and he thought rightly so, that it was the body which should have sole control of the rivers. It would be an injustice to relieve the Board of any portion of its revenue. The Board should undoubtedly have full control over the navigation in that river. bbox=[4, 854, 134, 945]
stansfield-sub: AUCTIONEERS & PROPERTY SALESMEN. THE AUCTION MART. bbox=[957, 44, 1106, 60]
paragraph: Cr. Flatt said that he did not wish to have the sewerage contractor to put the footpaths in the same order as he found them, but he thought that some steps should be taken in the matter. He moved that the engineer's attention be drawn to the matter, with a view to having the paths put in order on the completion of the contract. bbox=[281, 945, 410, 1002]
paragraph: Agents for the following— The Standard Fire and Marine Insurance Co., Ltd. The Victoria Fire and Marine Insurance Co., Ltd. The Woodstock Typewriter. Hudson's Concrete Boiler Frames. Cooper & Co.'s Tested Seeds, etc. Call and Inspect our list of Houses and Farms before buying elsewhere. bbox=[953, 104, 1110, 153]
mahony-starts: starts FRIDAY, 14th, at 5.30 a.m. bbox=[572, 628, 666, 636]
price: PRICE £850. bbox=[865, 147, 902, 155]
business-assoc-heading: PAEROA BUSINESS MEN'S ASSOCIATION. bbox=[441, 109, 526, 125]
keep-feet-dry: Keep Your Feet Dry by Wearing bbox=[692, 49, 812, 80]
subheading: COMPLAINT. bbox=[183, 847, 232, 855]
paragraph: Order of Sale.—Contents of Outbuildings, Kitchen, Dining-room, and other rooms on ground floor. Second Day—Contents of Upstairs Bedrooms, Spare Linen, Bedclothes, Bedding, and Sundries. bbox=[557, 431, 681, 472]
football-heading: FOOTBALL. bbox=[452, 385, 515, 395]
